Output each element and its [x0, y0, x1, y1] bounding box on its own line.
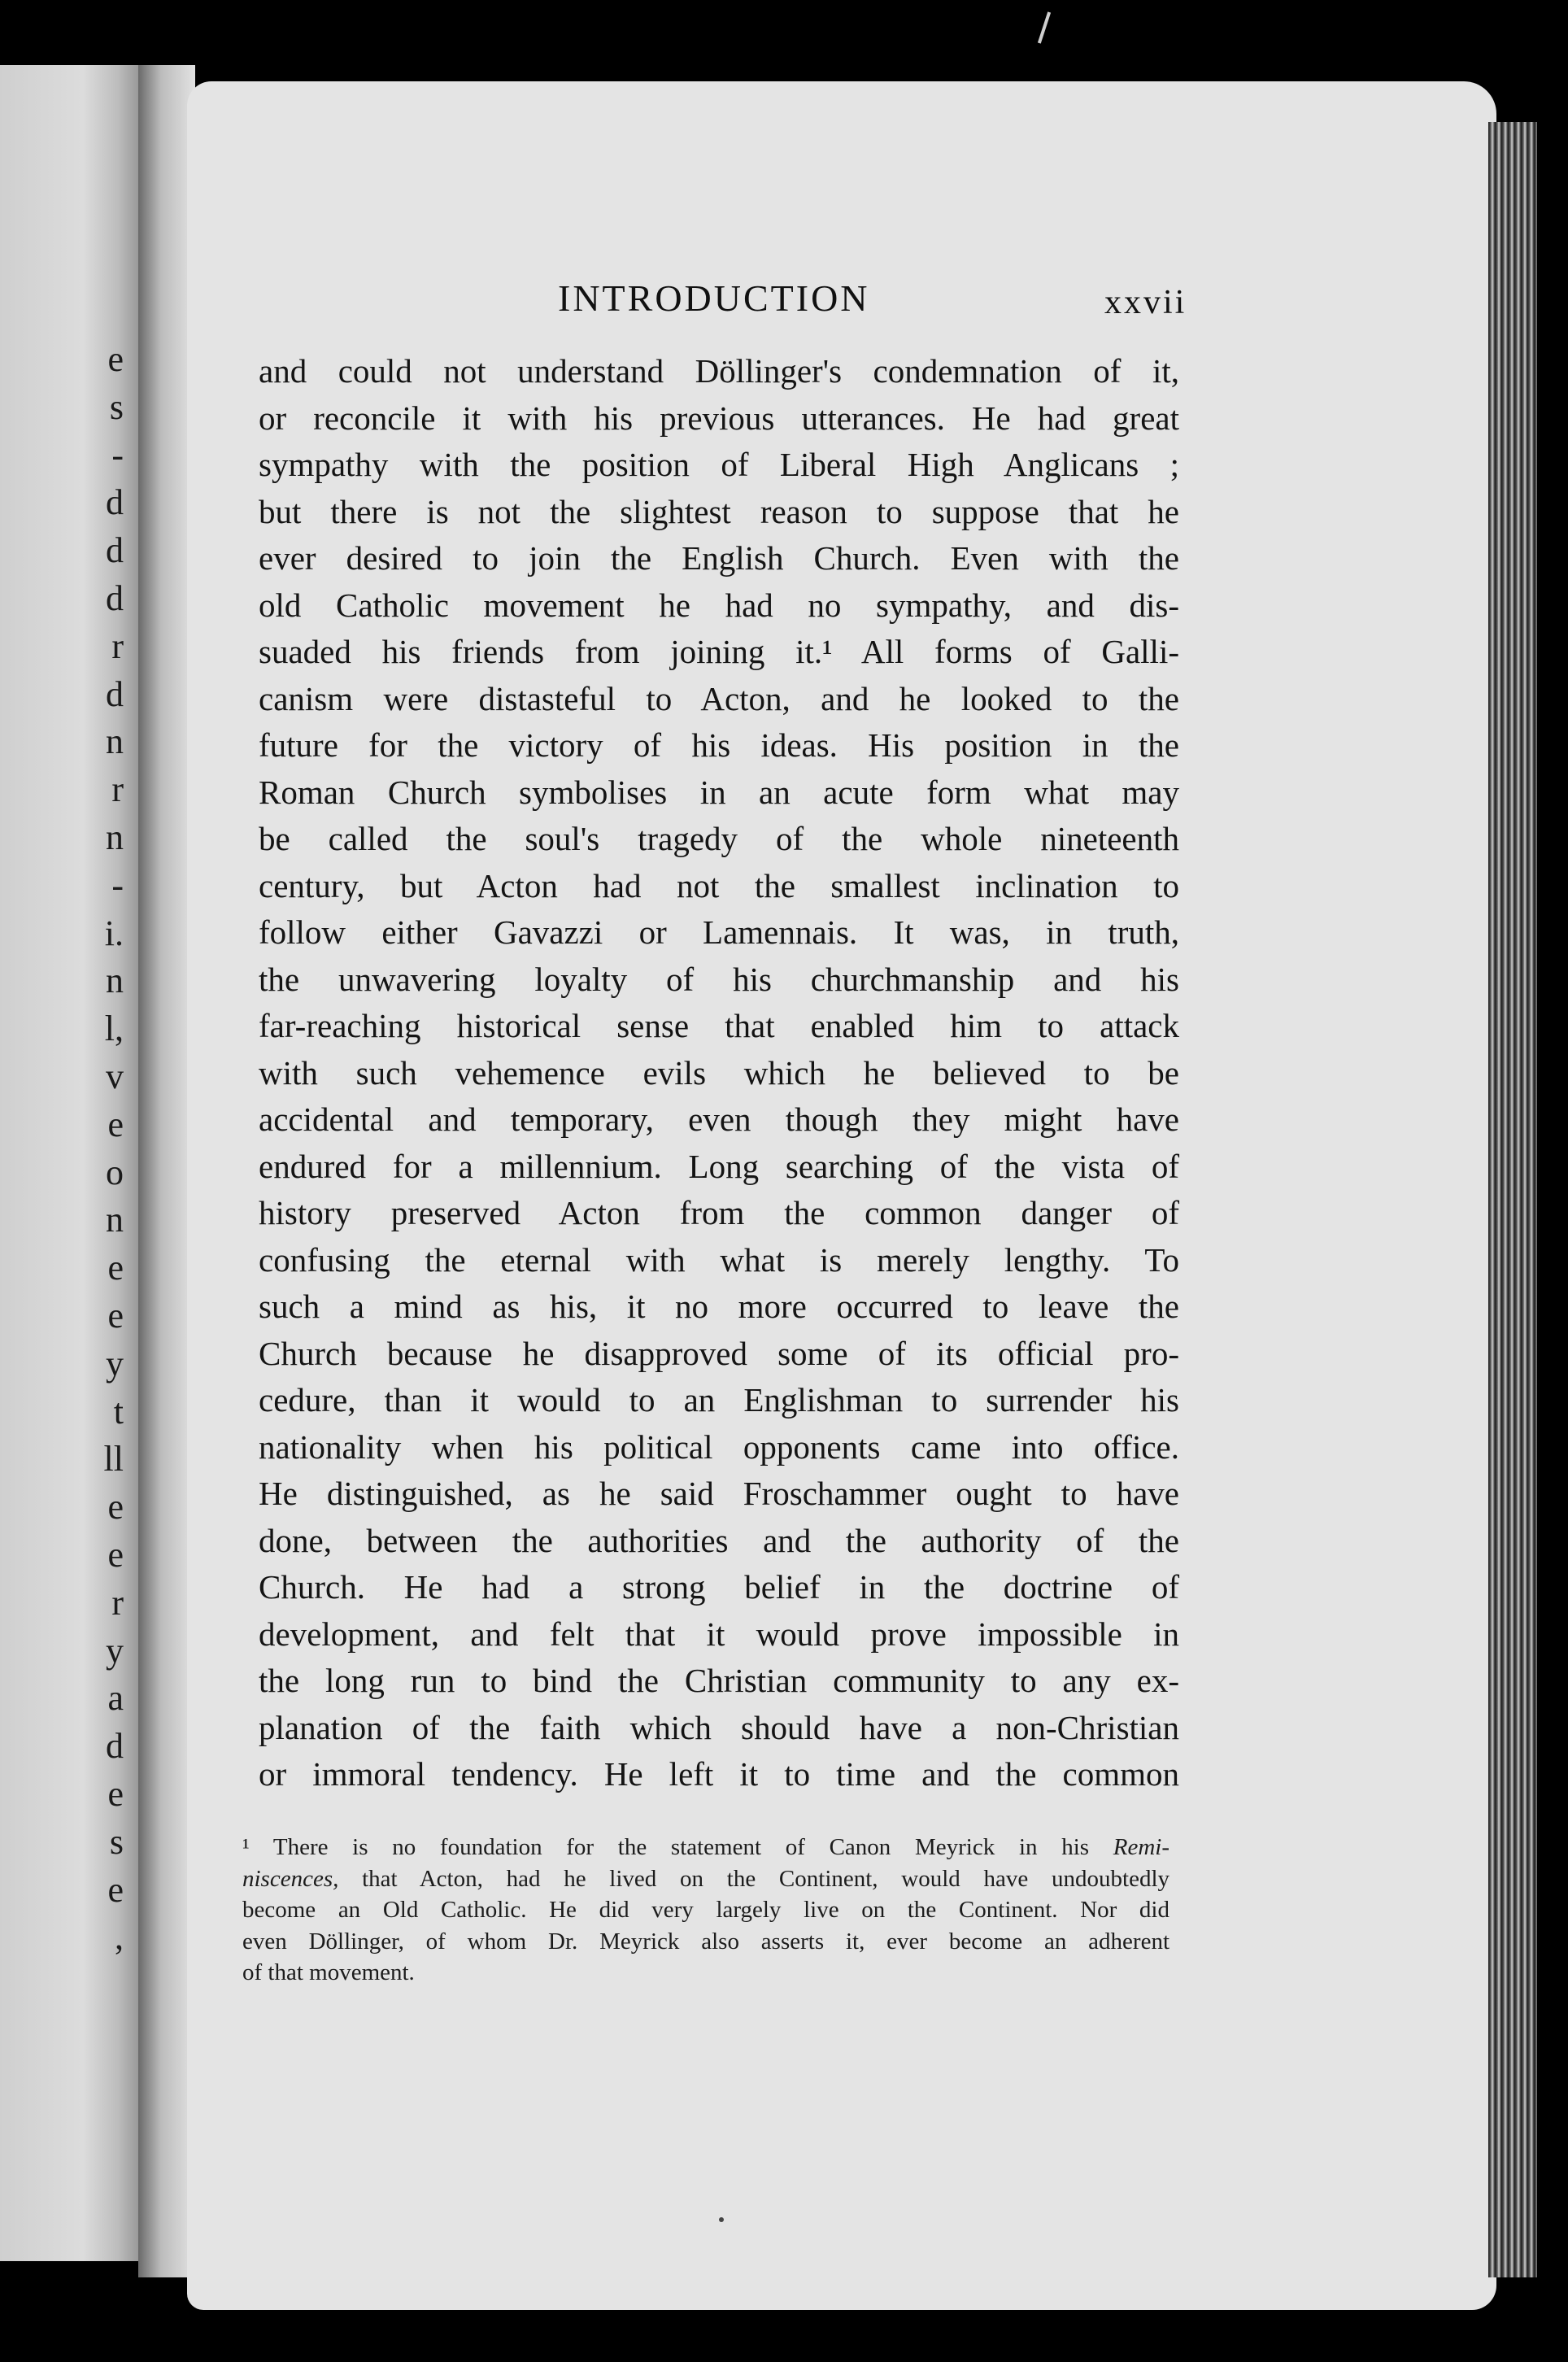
facing-page-fragment: d	[106, 530, 124, 571]
facing-page-fragment: d	[106, 673, 124, 714]
body-line: or immoral tendency. He left it to time and the common	[259, 1755, 1179, 1793]
left-facing-page	[0, 65, 138, 2261]
page-edge-stack	[1488, 122, 1537, 2277]
body-line: suaded his friends from joining it.¹ All forms of Galli-	[259, 633, 1179, 670]
facing-page-fragment: v	[106, 1057, 124, 1096]
facing-page-fragment: d	[106, 1726, 124, 1767]
facing-page-fragment: e	[107, 1535, 124, 1575]
footnote-line: niscences, that Acton, had he lived on the Continent, would have undoubtedly	[242, 1865, 1169, 1892]
footnote-line: become an Old Catholic. He did very largely live on the Continent. Nor did	[242, 1897, 1169, 1923]
body-line: done, between the authorities and the authority of the	[259, 1521, 1179, 1559]
facing-page-fragment: y	[106, 1343, 124, 1384]
body-line: development, and felt that it would prove impossible in	[259, 1615, 1179, 1653]
facing-page-fragment: y	[106, 1630, 124, 1671]
body-line: ever desired to join the English Church. Even with the	[259, 539, 1179, 577]
body-line: such a mind as his, it no more occurred to leave the	[259, 1288, 1179, 1325]
facing-page-fragment: e	[107, 1487, 124, 1527]
facing-page-fragment: r	[111, 625, 124, 666]
facing-page-fragment: l,	[104, 1009, 124, 1049]
facing-page-fragment: -	[111, 865, 124, 905]
body-line: but there is not the slightest reason to suppose that he	[259, 492, 1179, 530]
footnote-line: of that movement.	[242, 1959, 415, 1985]
facing-page-fragment: o	[106, 1152, 124, 1192]
body-line: old Catholic movement he had no sympathy, and dis-	[259, 586, 1179, 624]
facing-page-fragment: e	[107, 1869, 124, 1910]
facing-page-fragment: a	[107, 1678, 124, 1719]
body-line: and could not understand Döllinger's condemnation of it,	[259, 352, 1179, 390]
running-head: INTRODUCTION	[558, 277, 870, 319]
body-line: cedure, than it would to an Englishman to surrender his	[259, 1381, 1179, 1419]
footnotes	[242, 1832, 1169, 1989]
facing-page-fragment: e	[107, 1248, 124, 1288]
body-line: the unwavering loyalty of his churchmanship and his	[259, 960, 1179, 998]
body-line: confusing the eternal with what is merely lengthy. To	[259, 1240, 1179, 1279]
body-line: or reconcile it with his previous utterances. He had great	[259, 399, 1179, 437]
footnote-line: even Döllinger, of whom Dr. Meyrick also asserts it, ever become an adherent	[242, 1928, 1169, 1955]
facing-page-fragment: t	[113, 1391, 124, 1432]
body-line: He distinguished, as he said Froschammer ought to have	[259, 1475, 1179, 1512]
facing-page-fragment: n	[106, 961, 124, 1001]
body-line: Church. He had a strong belief in the doctrine of	[259, 1568, 1179, 1606]
body-line: future for the victory of his ideas. His position in the	[259, 726, 1179, 764]
body-line: planation of the faith which should have a non-Christian	[259, 1708, 1179, 1746]
facing-page-fragment: n	[106, 817, 124, 857]
footnote-line: ¹ There is no foundation for the statement of Canon Meyrick in his Remi-	[242, 1834, 1169, 1860]
body-line: canism were distasteful to Acton, and he looked to the	[259, 679, 1179, 717]
facing-page-fragment: e	[107, 1104, 124, 1144]
facing-page-fragment: n	[106, 1200, 124, 1240]
body-line: nationality when his political opponents came into office.	[259, 1427, 1179, 1466]
facing-page-fragment: e	[107, 1774, 124, 1814]
facing-page-fragment: e	[107, 1296, 124, 1336]
body-line: accidental and temporary, even though they might have	[259, 1100, 1179, 1138]
body-line: endured for a millennium. Long searching of the vista of	[259, 1147, 1179, 1185]
body-line: be called the soul's tragedy of the whole nineteenth	[259, 820, 1179, 857]
body-line: history preserved Acton from the common danger of	[259, 1194, 1179, 1231]
facing-page-fragment: n	[106, 721, 124, 762]
facing-page-fragment: d	[106, 482, 124, 523]
body-line: century, but Acton had not the smallest inclination to	[259, 866, 1179, 904]
facing-page-fragment: ,	[115, 1917, 124, 1958]
body-line: with such vehemence evils which he believed to be	[259, 1053, 1179, 1092]
body-line: the long run to bind the Christian community to any ex-	[259, 1662, 1179, 1699]
facing-page-fragment: r	[111, 769, 124, 810]
facing-page-fragment: ll	[103, 1439, 124, 1480]
body-line: Roman Church symbolises in an acute form what may	[259, 773, 1179, 811]
top-pencil-mark	[1038, 11, 1051, 43]
body-line: Church because he disapproved some of its official pro-	[259, 1334, 1179, 1372]
facing-page-fragment: r	[111, 1582, 124, 1623]
facing-page-fragment: s	[109, 386, 124, 427]
body-line: follow either Gavazzi or Lamennais. It was, in truth,	[259, 913, 1179, 951]
facing-page-fragment: s	[109, 1821, 124, 1862]
facing-page-fragment: d	[106, 578, 124, 618]
page-number: xxvii	[1104, 284, 1187, 321]
body-text	[259, 348, 1179, 1798]
facing-page-fragment: e	[107, 339, 124, 379]
body-line: far-reaching historical sense that enabled him to attack	[259, 1007, 1179, 1044]
body-line: sympathy with the position of Liberal High Anglicans ;	[259, 446, 1179, 483]
facing-page-fragment: i.	[104, 913, 124, 953]
page-speck	[719, 2217, 724, 2222]
facing-page-fragment: -	[111, 434, 124, 475]
